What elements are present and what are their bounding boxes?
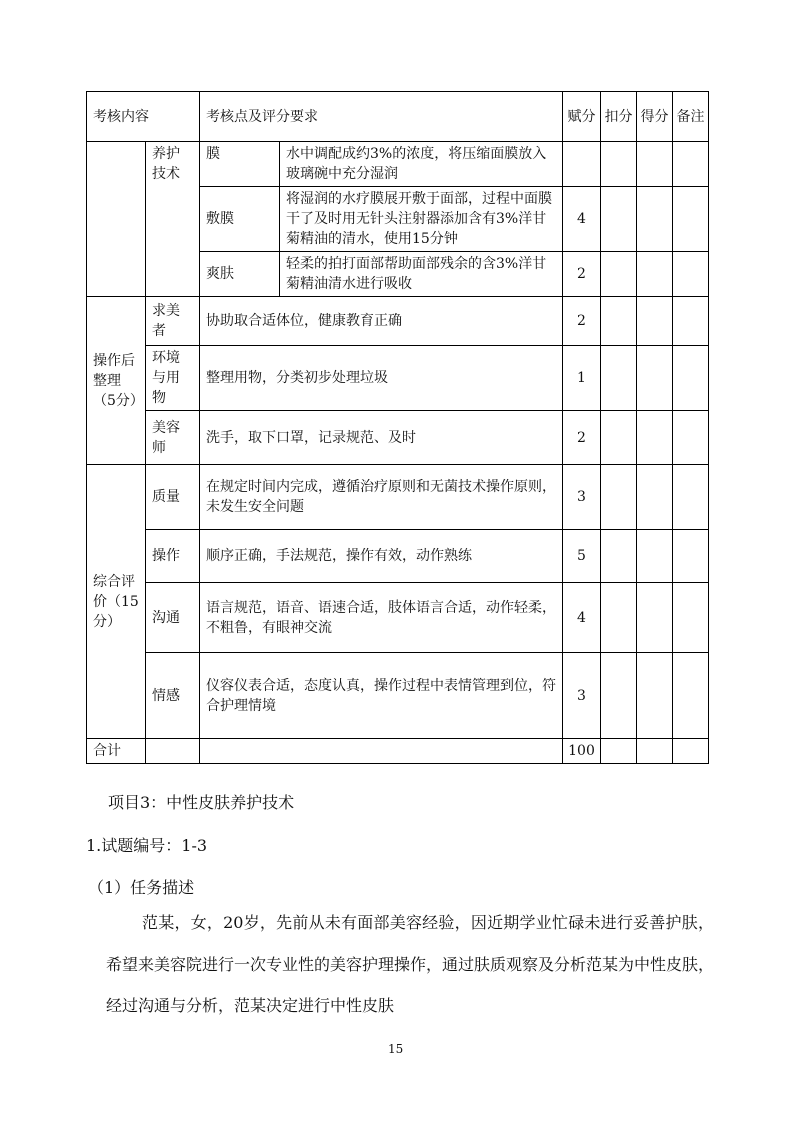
- score-cell: 2: [563, 411, 601, 465]
- desc-cell: 语言规范，语音、语速合适，肢体语言合适，动作轻柔，不粗鲁，有眼神交流: [200, 583, 563, 653]
- desc-cell: 顺序正确，手法规范，操作有效，动作熟练: [200, 530, 563, 583]
- score-cell: 5: [563, 530, 601, 583]
- header-got: 得分: [637, 92, 673, 142]
- total-label: 合计: [87, 739, 146, 764]
- question-code: 1.试题编号：1-3: [86, 836, 208, 855]
- group-cell: 综合评价（15分）: [87, 465, 146, 739]
- task-heading: （1）任务描述: [88, 878, 195, 897]
- desc-cell: 洗手，取下口罩，记录规范、及时: [200, 411, 563, 465]
- table-row: [87, 583, 709, 653]
- score-cell: 2: [563, 297, 601, 346]
- table-row: [87, 653, 709, 739]
- desc-cell: 仪容仪表合适，态度认真，操作过程中表情管理到位，符合护理情境: [200, 653, 563, 739]
- group-cell: 操作后整理（5分）: [87, 297, 146, 465]
- item-cell: 操作: [146, 530, 200, 583]
- desc-cell: 协助取合适体位，健康教育正确: [200, 297, 563, 346]
- score-cell: 3: [563, 465, 601, 530]
- item-cell: 情感: [146, 653, 200, 739]
- task-paragraph: 范某，女，20岁，先前从未有面部美容经验，因近期学业忙碌未进行妥善护肤，希望来美容院进行一次专业性的美容护理操作，通过肤质观察及分析范某为中性皮肤，经过沟通与分析，范某决定进行中性皮肤: [106, 913, 715, 1015]
- table-row: [87, 346, 709, 411]
- score-cell: 3: [563, 653, 601, 739]
- score-cell: 1: [563, 346, 601, 411]
- desc-cell: 水中调配成约3%的浓度，将压缩面膜放入玻璃碗中充分湿润: [280, 142, 563, 187]
- item-cell: 敷膜: [200, 187, 280, 252]
- score-cell: 4: [563, 583, 601, 653]
- item-cell: 美容师: [146, 411, 200, 465]
- table-row: [87, 530, 709, 583]
- table-row: [87, 465, 709, 530]
- table-row: [87, 297, 709, 346]
- score-cell: 4: [563, 187, 601, 252]
- group-cell: [87, 142, 146, 297]
- header-criteria: 考核点及评分要求: [200, 92, 563, 142]
- desc-cell: 整理用物，分类初步处理垃圾: [200, 346, 563, 411]
- item-cell: 爽肤: [200, 252, 280, 297]
- desc-cell: 在规定时间内完成，遵循治疗原则和无菌技术操作原则，未发生安全问题: [200, 465, 563, 530]
- subgroup-cell: 养护技术: [146, 142, 200, 297]
- item-cell: 膜: [200, 142, 280, 187]
- table-row: [87, 142, 709, 187]
- item-cell: 质量: [146, 465, 200, 530]
- total-score: 100: [563, 739, 601, 764]
- total-row: [87, 739, 709, 764]
- header-row: [87, 92, 709, 142]
- desc-cell: 将湿润的水疗膜展开敷于面部，过程中面膜干了及时用无针头注射器添加含有3%洋甘菊精油的清水，使用15分钟: [280, 187, 563, 252]
- header-content: 考核内容: [87, 92, 200, 142]
- table-row: [87, 411, 709, 465]
- header-deduct: 扣分: [601, 92, 637, 142]
- score-cell: [563, 142, 601, 187]
- header-note: 备注: [673, 92, 709, 142]
- page-number: 15: [388, 1042, 404, 1056]
- desc-cell: 轻柔的拍打面部帮助面部残余的含3%洋甘菊精油清水进行吸收: [280, 252, 563, 297]
- header-score: 赋分: [563, 92, 601, 142]
- project-title: 项目3：中性皮肤养护技术: [108, 793, 295, 812]
- assessment-table: [86, 91, 709, 764]
- item-cell: 沟通: [146, 583, 200, 653]
- score-cell: 2: [563, 252, 601, 297]
- item-cell: 求美者: [146, 297, 200, 346]
- item-cell: 环境与用物: [146, 346, 200, 411]
